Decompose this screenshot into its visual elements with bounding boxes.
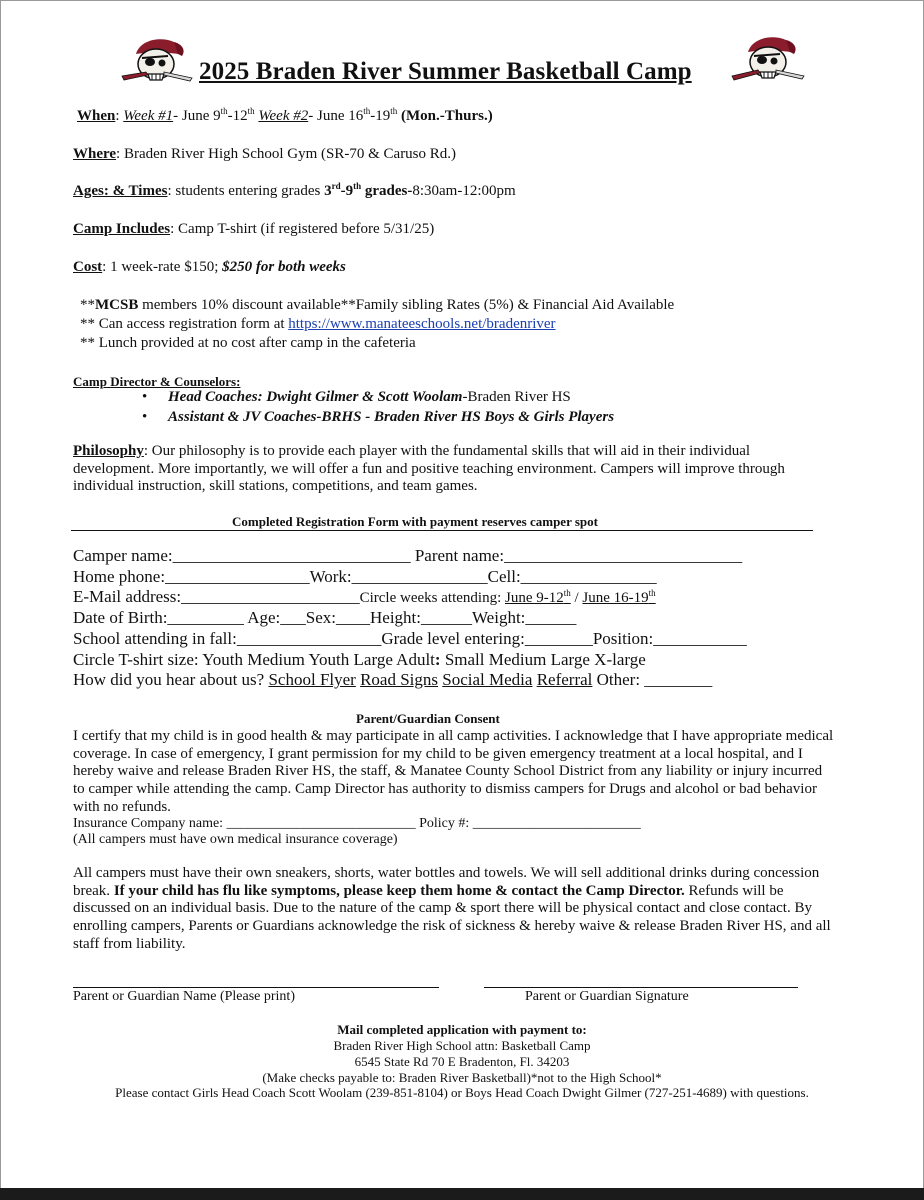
director-item-2: Assistant & JV Coaches-BRHS - Braden River HS Boys & Girls Players — [168, 409, 615, 425]
includes-text: : Camp T-shirt (if registered before 5/31/25) — [170, 221, 435, 237]
week-option-2-text: June 16-19 — [582, 590, 649, 606]
flu-notice: If your child has flu like symptoms, please keep them home & contact the Camp Director. — [113, 882, 685, 899]
week-option-1[interactable] — [505, 590, 571, 606]
note-lunch: ** Lunch provided at no cost after camp in the cafeteria — [80, 335, 416, 351]
form-phone-numbers[interactable]: Home phone:_________________Work:________________Cell:________________ — [73, 567, 657, 586]
requirements-text-a: All campers must have their own sneakers, shorts, water bottles and towels. We will sell additional drinks during concession break. — [73, 865, 820, 899]
philosophy-label: Philosophy — [73, 443, 144, 459]
ages-label: Ages: & Times — [73, 183, 168, 199]
insurance-fields[interactable]: Insurance Company name: ___________________________ Policy #: ________________________ — [73, 816, 641, 831]
insurance-note: (All campers must have own medical insurance coverage) — [73, 832, 398, 847]
name-label: Parent or Guardian Name (Please print) — [73, 989, 295, 1004]
form-camper-parent-name[interactable]: Camper name:____________________________ Parent name:____________________________ — [73, 546, 743, 565]
bullet-icon: • — [142, 409, 148, 425]
note-registration — [80, 316, 556, 333]
week-option-2-sup: th — [648, 588, 656, 598]
week2-label: Week #2 — [258, 108, 309, 124]
mail-address-2: 6545 State Rd 70 E Bradenton, Fl. 34203 — [354, 1054, 570, 1069]
pirate-skull-icon — [730, 32, 808, 86]
referral-option-flyer[interactable]: School Flyer — [268, 670, 356, 689]
mail-address-1: Braden River High School attn: Basketball Camp — [333, 1038, 591, 1053]
grade-start: 3 — [324, 183, 332, 199]
when-label: When — [77, 108, 116, 124]
tshirt-sizes[interactable]: Small Medium Large X-large — [440, 650, 646, 669]
referral-option-referral[interactable]: Referral — [536, 670, 593, 689]
where-text: : Braden River High School Gym (SR-70 & Caruso Rd.) — [116, 146, 457, 162]
director-heading: Camp Director & Counselors: — [73, 374, 241, 389]
note-mcsb: MCSB — [95, 297, 139, 313]
form-school-grade[interactable]: School attending in fall:_________________Grade level entering:________Position:___________ — [73, 629, 747, 648]
grade-start-sup: rd — [331, 181, 341, 191]
camp-time: 8:30am-12:00pm — [412, 183, 516, 199]
mail-checks-note: (Make checks payable to: Braden River Basketball)*not to the High School* — [262, 1070, 662, 1085]
grade-end: -9 — [340, 183, 354, 199]
week1-end-sup: th — [247, 106, 255, 116]
note-discount-text: members 10% discount available**Family sibling Rates (5%) & Financial Aid Available — [138, 297, 675, 313]
section-divider — [71, 530, 813, 531]
week-option-1-text: June 9-12 — [504, 590, 564, 606]
signature-label: Parent or Guardian Signature — [525, 989, 689, 1004]
window-bottom-bar — [0, 1188, 924, 1200]
bullet-icon: • — [142, 389, 148, 405]
week-separator: / — [570, 590, 583, 606]
form-email-weeks[interactable] — [73, 587, 656, 607]
head-coaches: Head Coaches: Dwight Gilmer & Scott Woolam — [168, 389, 463, 405]
when-days: (Mon.-Thurs.) — [401, 108, 493, 124]
requirements-text-b: Refunds will be discussed on an individual basis. Due to the nature of the camp & sport there will be physical contact and close contact. By enrolling campers, Parents or Guardians acknowledge the risk of sickness & hereby waive & release Braden River HS, and all staff from liability. — [73, 882, 831, 952]
tshirt-label: Circle T-shirt size: Youth Medium Youth Large Adult — [73, 650, 435, 669]
page-title: 2025 Braden River Summer Basketball Camp — [199, 58, 692, 85]
philosophy-paragraph — [73, 443, 833, 496]
head-coaches-school: -Braden River HS — [462, 389, 571, 405]
note-discount — [80, 297, 674, 314]
form-referral-source[interactable] — [73, 670, 712, 690]
week-option-2[interactable] — [582, 590, 655, 606]
referral-option-other[interactable]: Other: ________ — [596, 670, 713, 689]
form-birth-stats[interactable]: Date of Birth:_________ Age:___Sex:____Height:______Weight:______ — [73, 608, 577, 627]
form-tshirt-size[interactable] — [73, 650, 646, 670]
name-signature-line[interactable] — [73, 987, 439, 988]
grade-end-sup: th — [353, 181, 362, 191]
includes-label: Camp Includes — [73, 221, 171, 237]
consent-heading: Parent/Guardian Consent — [356, 711, 500, 726]
director-item-1 — [168, 389, 571, 406]
registration-link[interactable]: https://www.manateeschools.net/bradenriver — [288, 316, 556, 332]
registration-heading: Completed Registration Form with payment reserves camper spot — [232, 514, 598, 529]
includes-line — [73, 221, 434, 238]
consent-paragraph: I certify that my child is in good health & may participate in all camp activities. I acknowledge that I have appropriate medical coverage. In case of emergency, I grant permission for my child to be given emergency treatment at a local hospital, and I hereby waive and release Braden River HS, the staff, & Manatee County School District from any liability or injury incurred to camper while attending the camp. Camp Director has authority to dismiss campers for Drugs and alcohol or bad behavior with no refunds. — [73, 728, 834, 815]
tshirt-colon: : — [434, 650, 441, 669]
signature-line[interactable] — [484, 987, 798, 988]
ages-text: : students entering grades — [167, 183, 325, 199]
referral-option-social[interactable]: Social Media — [442, 670, 533, 689]
note-stars: ** — [80, 297, 95, 313]
when-line: When: Week #1- June 9th-12th Week #2- June 16th-19th (Mon.-Thurs.) — [77, 106, 493, 124]
week1-label: Week #1 — [123, 108, 174, 124]
cost-text: : 1 week-rate $150; — [102, 259, 223, 275]
note-registration-text: ** Can access registration form at — [80, 316, 289, 332]
referral-label: How did you hear about us? — [73, 670, 269, 689]
mail-contact: Please contact Girls Head Coach Scott Woolam (239-851-8104) or Boys Head Coach Dwight Gilmer (727-251-4689) with questions. — [115, 1085, 809, 1100]
week1-end: -12 — [227, 108, 248, 124]
weeks-label: Circle weeks attending: — [359, 590, 505, 606]
ages-line — [73, 183, 516, 200]
where-label: Where — [73, 146, 117, 162]
week-option-1-sup: th — [563, 588, 571, 598]
grades-word: grades- — [361, 183, 413, 199]
week2-start: - June 16 — [308, 108, 364, 124]
week2-end: -19 — [370, 108, 391, 124]
requirements-paragraph — [73, 865, 837, 954]
cost-label: Cost — [73, 259, 103, 275]
cost-both-weeks: $250 for both weeks — [222, 259, 346, 275]
mail-heading: Mail completed application with payment to: — [337, 1022, 587, 1037]
referral-option-signs[interactable]: Road Signs — [360, 670, 439, 689]
cost-line — [73, 259, 346, 276]
week1-start-sup: th — [220, 106, 228, 116]
week2-start-sup: th — [363, 106, 371, 116]
email-field[interactable]: E-Mail address:_____________________ — [73, 587, 360, 606]
pirate-skull-icon — [118, 34, 196, 86]
week1-start: - June 9 — [173, 108, 221, 124]
week2-end-sup: th — [390, 106, 398, 116]
where-line — [73, 146, 456, 163]
philosophy-text: : Our philosophy is to provide each player with the fundamental skills that will aid in their individual development. More importantly, we will offer a fun and positive teaching environment. Campers will improve through individual instruction, skill stations, competitions, and team games. — [73, 443, 785, 495]
